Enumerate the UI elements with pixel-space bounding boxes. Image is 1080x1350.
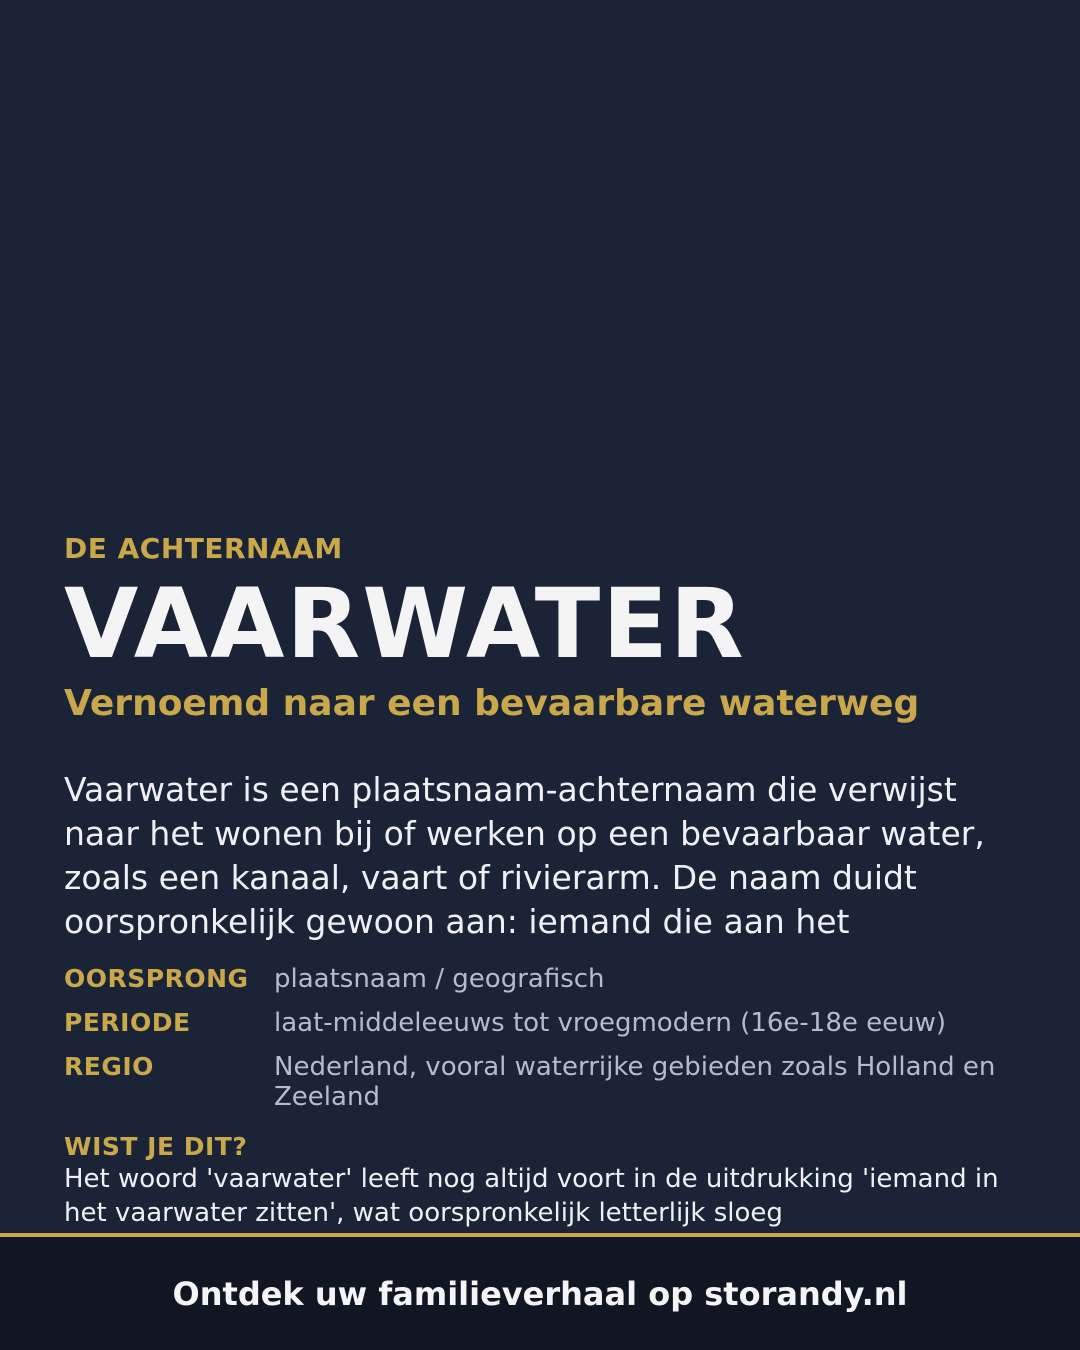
fact-region-value: Nederland, vooral waterrijke gebieden zoals Holland en Zeeland — [274, 1052, 996, 1112]
surname-title: VAARWATER — [64, 568, 746, 680]
fact-origin-label: OORSPRONG — [64, 964, 249, 993]
facts-list — [64, 964, 1032, 1126]
fact-region-label: REGIO — [64, 1052, 154, 1081]
fact-period-label: PERIODE — [64, 1008, 191, 1037]
fact-origin — [64, 964, 1032, 994]
surname-tagline: Vernoemd naar een bevaarbare waterweg — [64, 683, 920, 724]
fact-period-value: laat-middeleeuws tot vroegmodern (16e-18e eeuw) — [274, 1008, 947, 1038]
trivia-text: Het woord 'vaarwater' leeft nog altijd voort in de uitdrukking 'iemand in het vaarwater zitten', wat oorspronkelijk letterlijk sloeg — [64, 1164, 999, 1228]
fact-origin-value: plaatsnaam / geografisch — [274, 964, 605, 994]
kicker-label: DE ACHTERNAAM — [64, 532, 343, 565]
surname-description: Vaarwater is een plaatsnaam-achternaam die verwijst naar het wonen bij of werken op een bevaarbaar water, zoals een kanaal, vaart of rivierarm. De naam duidt oorspronkelijk gewoon aan: iemand die aan het — [64, 770, 985, 941]
fact-period — [64, 1008, 1032, 1038]
footer-bar — [0, 1237, 1080, 1350]
fact-region — [64, 1052, 1032, 1112]
trivia-heading: WIST JE DIT? — [64, 1132, 248, 1161]
footer-cta[interactable]: Ontdek uw familieverhaal op storandy.nl — [172, 1274, 908, 1313]
